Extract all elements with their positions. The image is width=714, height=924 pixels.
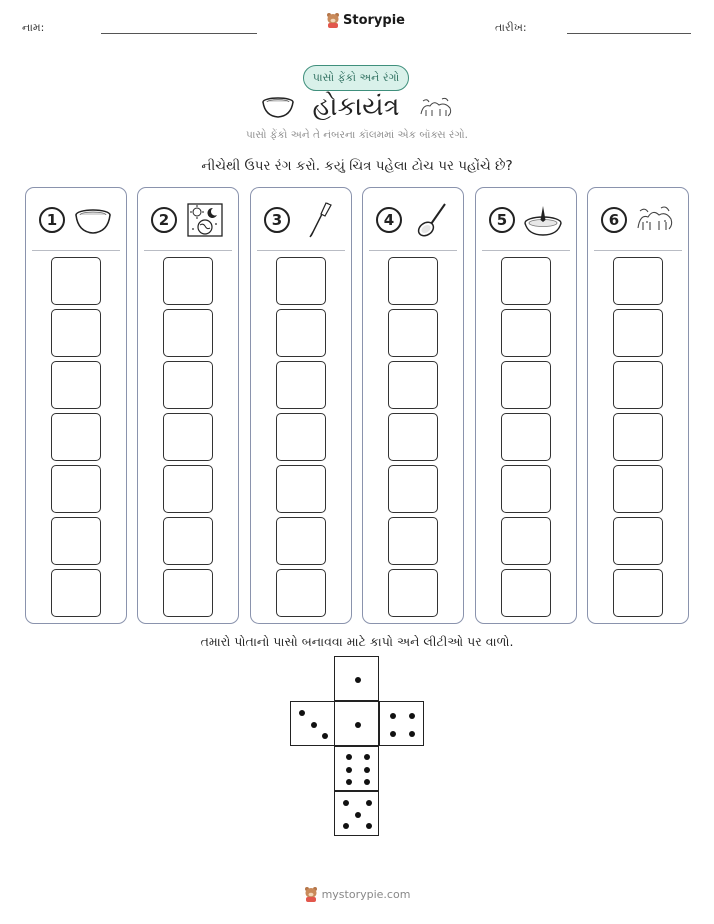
die-pip — [390, 731, 396, 737]
column-divider — [32, 250, 120, 251]
die-pip — [299, 710, 305, 716]
color-box[interactable] — [51, 309, 101, 357]
color-box[interactable] — [501, 465, 551, 513]
column-divider — [257, 250, 345, 251]
column-header — [476, 202, 576, 238]
question-text: નીચેથી ઉપર રંગ કરો. કયું ચિત્ર પહેલા ટોચ પર પહોંચે છે? — [201, 158, 513, 174]
color-box[interactable] — [501, 257, 551, 305]
color-box[interactable] — [276, 361, 326, 409]
page-title: હોકાયંત્ર — [312, 92, 400, 122]
color-box[interactable] — [163, 465, 213, 513]
column-divider — [482, 250, 570, 251]
color-box[interactable] — [388, 465, 438, 513]
compass-bowl-icon — [523, 202, 563, 238]
column-3 — [250, 187, 352, 624]
color-box[interactable] — [388, 413, 438, 461]
column-number: 4 — [376, 207, 402, 233]
color-box[interactable] — [388, 517, 438, 565]
die-pip — [366, 823, 372, 829]
die-pip — [343, 823, 349, 829]
die-pip — [346, 767, 352, 773]
color-box[interactable] — [501, 361, 551, 409]
dropper-needle-icon — [298, 202, 338, 238]
instructions-subtitle: પાસો ફેંકો અને તે નંબરના કૉલમમાં એક બૉક્સ રંગો. — [246, 129, 468, 141]
column-header — [588, 202, 688, 238]
title-row — [0, 92, 714, 123]
column-number: 5 — [489, 207, 515, 233]
die-pip — [343, 800, 349, 806]
column-header — [251, 202, 351, 238]
name-line[interactable] — [101, 33, 257, 34]
date-label: તારીખ: — [495, 21, 527, 34]
die-pip — [364, 779, 370, 785]
die-face-top — [334, 656, 379, 701]
color-box[interactable] — [163, 413, 213, 461]
column-6 — [587, 187, 689, 624]
die-pip — [390, 713, 396, 719]
day-night-globe-icon — [185, 202, 225, 238]
color-box[interactable] — [501, 517, 551, 565]
bowl-icon — [261, 96, 295, 120]
date-line[interactable] — [567, 33, 691, 34]
bear-mascot-icon — [304, 886, 318, 902]
die-pip — [355, 677, 361, 683]
color-box[interactable] — [276, 257, 326, 305]
die-pip — [409, 731, 415, 737]
color-box[interactable] — [51, 517, 101, 565]
footer — [0, 886, 714, 902]
column-number: 1 — [39, 207, 65, 233]
color-box[interactable] — [388, 257, 438, 305]
color-box[interactable] — [501, 309, 551, 357]
die-pip — [409, 713, 415, 719]
color-box[interactable] — [501, 569, 551, 617]
color-box[interactable] — [163, 361, 213, 409]
color-box[interactable] — [276, 569, 326, 617]
color-box[interactable] — [51, 465, 101, 513]
die-face-center — [334, 701, 379, 746]
color-box[interactable] — [51, 361, 101, 409]
die-pip — [322, 733, 328, 739]
color-box[interactable] — [613, 257, 663, 305]
brand-name: Storypie — [343, 12, 405, 28]
spoon-icon — [410, 202, 450, 238]
color-box[interactable] — [276, 517, 326, 565]
die-face-left — [290, 701, 335, 746]
color-box[interactable] — [613, 361, 663, 409]
color-box[interactable] — [276, 413, 326, 461]
column-header — [26, 202, 126, 238]
die-face-below-center — [334, 746, 379, 791]
color-box[interactable] — [163, 257, 213, 305]
column-1 — [25, 187, 127, 624]
brand-logo — [326, 12, 405, 28]
column-divider — [594, 250, 682, 251]
column-4 — [362, 187, 464, 624]
die-pip — [364, 767, 370, 773]
color-box[interactable] — [613, 517, 663, 565]
column-header — [363, 202, 463, 238]
die-pip — [355, 812, 361, 818]
color-box[interactable] — [51, 413, 101, 461]
column-number: 6 — [601, 207, 627, 233]
animals-sketch-icon — [635, 202, 675, 238]
color-box[interactable] — [613, 569, 663, 617]
die-pip — [346, 754, 352, 760]
game-type-pill: પાસો ફેંકો અને રંગો — [303, 65, 409, 91]
die-face-bottom — [334, 791, 379, 836]
color-box[interactable] — [163, 569, 213, 617]
column-divider — [369, 250, 457, 251]
column-number: 2 — [151, 207, 177, 233]
color-box[interactable] — [276, 465, 326, 513]
column-5 — [475, 187, 577, 624]
color-box[interactable] — [613, 413, 663, 461]
bowl-icon — [73, 202, 113, 238]
die-pip — [355, 722, 361, 728]
bear-mascot-icon — [326, 12, 340, 28]
color-box[interactable] — [388, 309, 438, 357]
animals-sketch-icon — [418, 96, 454, 120]
die-face-right — [379, 701, 424, 746]
color-box[interactable] — [388, 361, 438, 409]
column-2 — [137, 187, 239, 624]
die-pip — [346, 779, 352, 785]
color-box[interactable] — [501, 413, 551, 461]
color-box[interactable] — [276, 309, 326, 357]
die-pip — [311, 722, 317, 728]
color-box[interactable] — [613, 465, 663, 513]
footer-url[interactable]: mystorypie.com — [321, 887, 411, 901]
column-divider — [144, 250, 232, 251]
die-instruction: તમારો પોતાનો પાસો બનાવવા માટે કાપો અને લીટીઓ પર વાળો. — [200, 634, 514, 649]
color-box[interactable] — [163, 517, 213, 565]
die-pip — [366, 800, 372, 806]
color-box[interactable] — [51, 569, 101, 617]
color-box[interactable] — [51, 257, 101, 305]
column-number: 3 — [264, 207, 290, 233]
color-box[interactable] — [163, 309, 213, 357]
column-header — [138, 202, 238, 238]
color-box[interactable] — [388, 569, 438, 617]
color-box[interactable] — [613, 309, 663, 357]
name-label: નામ: — [22, 21, 45, 34]
die-pip — [364, 754, 370, 760]
